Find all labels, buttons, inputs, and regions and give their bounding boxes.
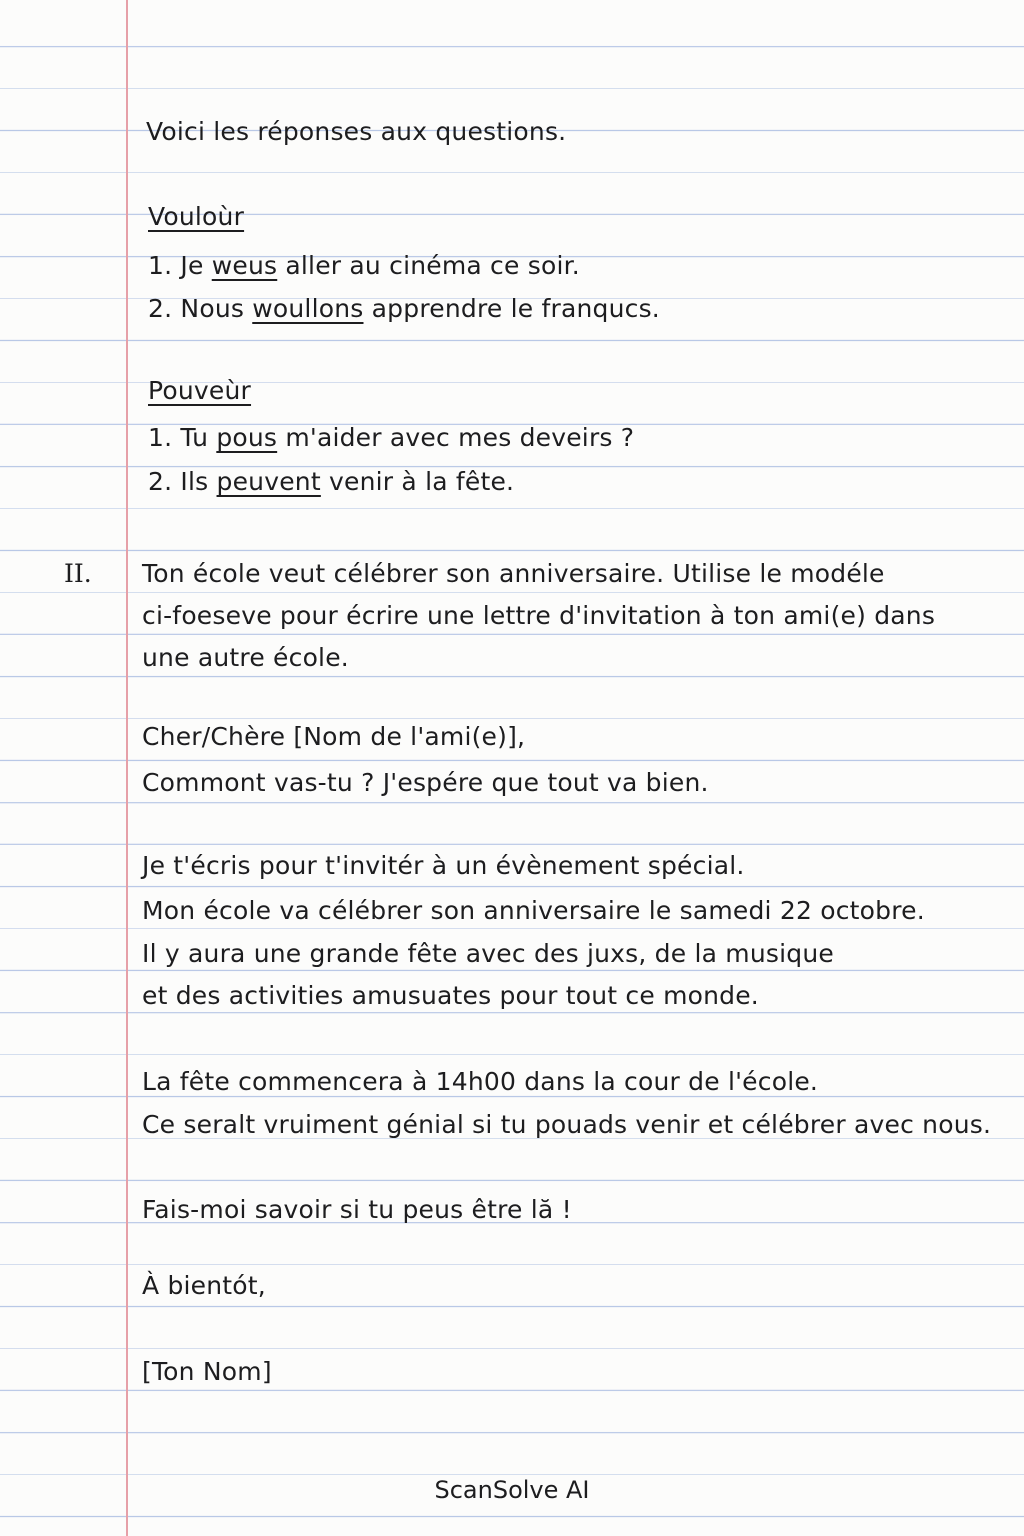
footer-brand: ScanSolve AI [434, 1476, 590, 1504]
item-rest: m'aider avec mes deveirs ? [285, 423, 635, 452]
letter-paragraph-line: Il y aura une grande fête avec des juxs, de la musique [142, 939, 834, 968]
item-number: 2. [148, 467, 173, 496]
item-rest: aller au cinéma ce soir. [285, 251, 580, 280]
instruction-line: Ton école veut célébrer son anniversaire. Utilise le modéle [142, 559, 885, 588]
letter-paragraph-line: Ce seralt vruiment génial si tu pouads venir et célébrer avec nous. [142, 1110, 992, 1139]
letter-greeting: Cher/Chère [Nom de l'ami(e)], [142, 722, 526, 751]
instruction-line: une autre école. [142, 643, 349, 672]
item-subject: Nous [180, 294, 245, 323]
letter-signature: [Ton Nom] [142, 1357, 272, 1386]
letter-closing-request: Fais-moi savoir si tu peus être lă ! [142, 1195, 572, 1224]
intro-text: Voici les réponses aux questions. [146, 117, 567, 146]
letter-paragraph-line: La fête commencera à 14h00 dans la cour de l'école. [142, 1067, 819, 1096]
letter-paragraph-line: Mon école va célébrer son anniversaire le samedi 22 octobre. [142, 896, 925, 925]
instruction-line: ci-foeseve pour écrire une lettre d'invitation à ton ami(e) dans [142, 601, 936, 630]
item-subject: Je [180, 251, 204, 280]
item-number: 2. [148, 294, 173, 323]
pouvoir-item-1 [148, 423, 634, 453]
item-verb: pous [216, 423, 278, 452]
item-verb: weus [211, 251, 278, 280]
letter-paragraph-line: et des activities amusuates pour tout ce monde. [142, 981, 759, 1010]
item-subject: Tu [180, 423, 209, 452]
vouloir-item-1 [148, 251, 580, 281]
pouvoir-item-2 [148, 467, 514, 497]
item-number: 1. [148, 251, 173, 280]
vouloir-heading: Vouloùr [148, 202, 245, 231]
item-subject: Ils [180, 467, 209, 496]
letter-signoff: À bientót, [142, 1271, 266, 1300]
item-number: 1. [148, 423, 173, 452]
item-rest: apprendre le franqucs. [371, 294, 660, 323]
item-verb: peuvent [216, 467, 321, 496]
letter-opening: Commont vas-tu ? J'espére que tout va bien. [142, 768, 709, 797]
letter-paragraph-line: Je t'écris pour t'invitér à un évènement spécial. [142, 851, 745, 880]
pouvoir-heading: Pouveùr [148, 376, 252, 405]
section-number: II. [64, 559, 92, 588]
margin-line [126, 0, 128, 1536]
item-rest: venir à la fête. [329, 467, 515, 496]
vouloir-item-2 [148, 294, 660, 324]
item-verb: woullons [252, 294, 364, 323]
